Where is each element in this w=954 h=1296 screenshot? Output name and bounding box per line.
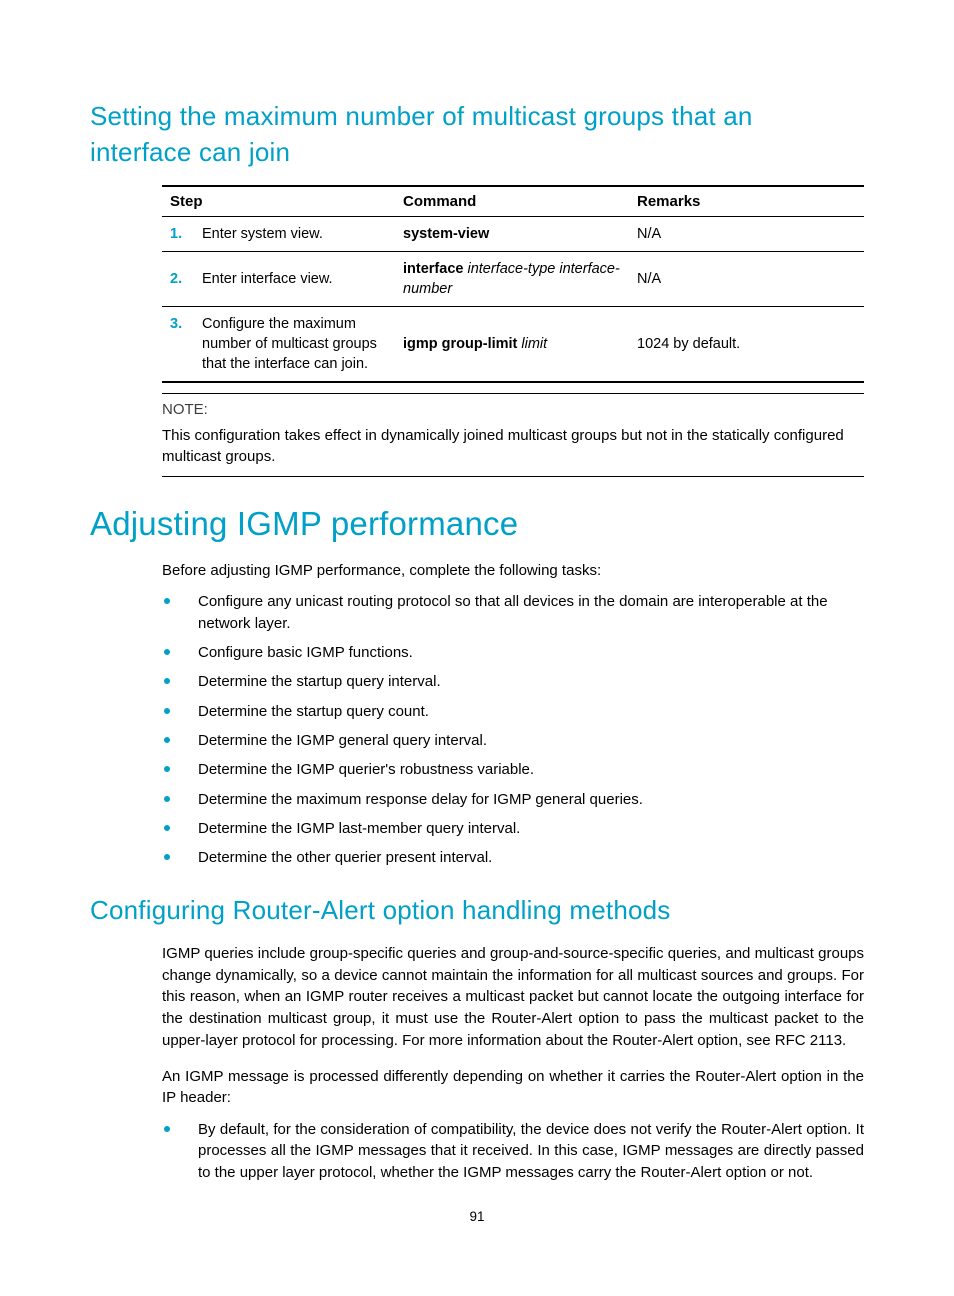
step-cell (162, 251, 395, 306)
list-item-text: Configure basic IGMP functions. (198, 644, 413, 662)
list-item-text: Determine the IGMP querier's robustness variable. (198, 761, 535, 779)
command-keyword: interface (403, 260, 464, 277)
list-item (162, 642, 864, 663)
list-item (162, 1119, 864, 1183)
remarks-cell: N/A (629, 216, 864, 251)
steps-table (162, 185, 864, 383)
bullet-icon (164, 1126, 170, 1132)
column-header-remarks: Remarks (629, 186, 864, 217)
list-item (162, 847, 864, 868)
list-item-text: Determine the startup query count. (198, 702, 429, 720)
remarks-cell: N/A (629, 251, 864, 306)
step-cell (162, 216, 395, 251)
page-number: 91 (469, 1209, 485, 1224)
list-item (162, 701, 864, 722)
list-item-text: Determine the IGMP last-member query interval. (198, 819, 521, 837)
column-header-command: Command (395, 186, 629, 217)
note-box (162, 393, 864, 477)
list-item-text: By default, for the consideration of compatibility, the device does not verify the Router-Alert option. It processes all the IGMP messages that it received. In this case, IGMP messages are directly passed to the upper layer protocol, whether the IGMP messages carry the Router-Alert option or not. (198, 1121, 864, 1181)
list-item-text: Determine the startup query interval. (198, 673, 441, 691)
command-argument: limit (517, 335, 548, 352)
table-header-row (162, 186, 864, 217)
list-item-text: Determine the IGMP general query interval. (198, 731, 488, 749)
step-text: Enter interface view. (202, 270, 333, 287)
list-item (162, 671, 864, 692)
command-cell (395, 216, 629, 251)
step-cell (162, 306, 395, 382)
bullet-icon (164, 796, 170, 802)
list-item (162, 591, 864, 634)
command-cell (395, 251, 629, 306)
step-number: 1. (170, 225, 183, 242)
list-item (162, 818, 864, 839)
list-item (162, 789, 864, 810)
body-paragraph: An IGMP message is processed differently depending on whether it carries the Router-Alert option in the IP header: (162, 1067, 864, 1107)
intro-paragraph: Before adjusting IGMP performance, complete the following tasks: (162, 561, 602, 579)
section-title-adjusting-igmp-performance: Adjusting IGMP performance (90, 504, 519, 542)
bullet-icon (164, 598, 170, 604)
list-item (162, 759, 864, 780)
bullet-icon (164, 708, 170, 714)
step-text: Enter system view. (202, 225, 323, 242)
command-cell (395, 306, 629, 382)
command-argument: interface-type interface-number (403, 260, 620, 297)
table-row (162, 251, 864, 306)
router-alert-behavior-list (162, 1119, 864, 1183)
column-header-step: Step (162, 186, 395, 217)
step-number: 3. (170, 315, 183, 332)
section-title-router-alert-handling: Configuring Router-Alert option handling methods (90, 895, 671, 926)
list-item-text: Determine the other querier present interval. (198, 849, 493, 867)
command-keyword: igmp group-limit (403, 335, 518, 352)
note-text: This configuration takes effect in dynamically joined multicast groups but not in the statically configured multicast groups. (162, 426, 844, 465)
note-label: NOTE: (162, 400, 208, 418)
bullet-icon (164, 678, 170, 684)
bullet-icon (164, 766, 170, 772)
step-number: 2. (170, 270, 183, 287)
table-row (162, 306, 864, 382)
remarks-cell: 1024 by default. (629, 306, 864, 382)
list-item-text: Determine the maximum response delay for IGMP general queries. (198, 790, 643, 808)
list-item (162, 730, 864, 751)
bullet-icon (164, 825, 170, 831)
body-paragraph: IGMP queries include group-specific queries and group-and-source-specific queries, and multicast groups change dynamically, so a device cannot maintain the information for all multicast sources and groups. For this reason, when an IGMP router receives a multicast packet but cannot locate the outgoing interface for the destination multicast group, it must use the Router-Alert option to pass the multicast packet to the upper-layer protocol for processing. For more information about the Router-Alert option, see RFC 2113. (162, 944, 864, 1049)
command-keyword: system-view (403, 225, 490, 242)
list-item-text: Configure any unicast routing protocol so that all devices in the domain are interoperable at the network layer. (198, 593, 828, 632)
bullet-icon (164, 854, 170, 860)
bullet-icon (164, 737, 170, 743)
step-text: Configure the maximum number of multicast groups that the interface can join. (202, 315, 377, 372)
section-title-setting-max-groups: Setting the maximum number of multicast groups that an interface can join (90, 101, 753, 168)
prerequisite-task-list (162, 591, 864, 868)
table-row (162, 216, 864, 251)
bullet-icon (164, 649, 170, 655)
